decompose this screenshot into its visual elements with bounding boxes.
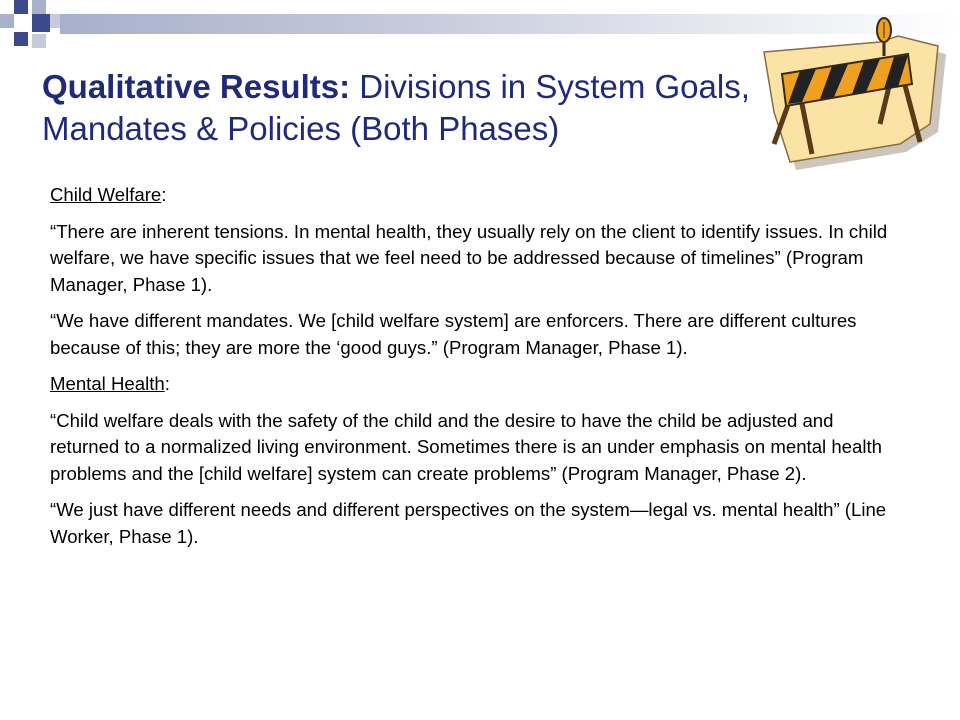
slide-title-rest: Divisions in System Goals, Mandates & Policies (Both Phases) bbox=[42, 68, 750, 147]
section-heading-child-welfare bbox=[50, 182, 900, 209]
quote-paragraph: “Child welfare deals with the safety of the child and the desire to have the child be adjusted and returned to a normalized living environment. Sometimes there is an under emphasis on mental health problems and the [child welfare] system can create problems” (Program Manager, Phase 2). bbox=[50, 409, 882, 484]
heading-label: Mental Health bbox=[50, 373, 165, 394]
quote-paragraph: “We have different mandates. We [child welfare system] are enforcers. There are different cultures because of this; they are more the ‘good guys.” (Program Manager, Phase 1). bbox=[50, 310, 857, 358]
quote-paragraph: “We just have different needs and different perspectives on the system—legal vs. mental health” (Line Worker, Phase 1). bbox=[50, 499, 887, 547]
heading-suffix: : bbox=[161, 184, 167, 205]
slide-title bbox=[42, 66, 762, 150]
quote-paragraph: “There are inherent tensions. In mental health, they usually rely on the client to identify issues. In child welfare, we have specific issues that we feel need to be addressed because of timelines” (Program Manager, Phase 1). bbox=[50, 220, 888, 295]
corner-decoration bbox=[0, 0, 72, 72]
slide-body bbox=[50, 182, 900, 560]
section-heading-mental-health bbox=[50, 371, 900, 398]
heading-label: Child Welfare bbox=[50, 184, 162, 205]
heading-suffix: : bbox=[164, 373, 170, 394]
road-barricade-icon bbox=[752, 14, 948, 180]
slide-title-bold: Qualitative Results: bbox=[42, 68, 351, 105]
